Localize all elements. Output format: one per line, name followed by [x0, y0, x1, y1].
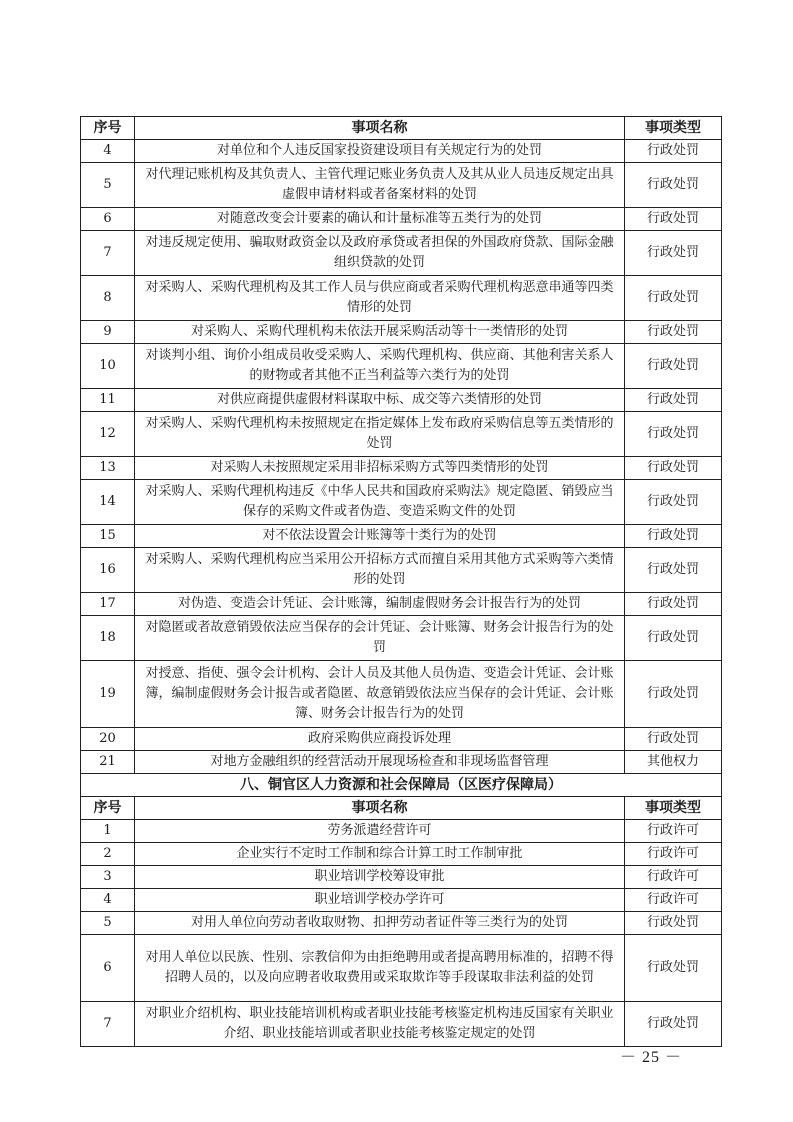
- table-header-row: [81, 797, 722, 820]
- item-number: 4: [81, 140, 135, 163]
- table-row: [81, 389, 722, 412]
- item-name: 对采购人、采购代理机构未按照规定在指定媒体上发布政府采购信息等五类情形的处罚: [135, 412, 625, 457]
- section-title: 八、铜官区人力资源和社会保障局（区医疗保障局）: [81, 774, 722, 797]
- table-row: [81, 616, 722, 661]
- item-type: 行政处罚: [625, 276, 722, 321]
- header-no: 序号: [81, 797, 135, 820]
- item-name: 对授意、指使、强令会计机构、会计人员及其他人员伪造、变造会计凭证、会计账簿，编制虚假财务会计报告或者隐匿、故意销毁依法应当保存的会计凭证、会计账簿、财务会计报告行为的处罚: [135, 661, 625, 728]
- item-number: 14: [81, 480, 135, 525]
- item-number: 5: [81, 912, 135, 935]
- table-row: [81, 843, 722, 866]
- table-header-row: [81, 117, 722, 140]
- item-number: 1: [81, 820, 135, 843]
- item-name: 对谈判小组、询价小组成员收受采购人、采购代理机构、供应商、其他利害关系人的财物或者其他不正当利益等六类行为的处罚: [135, 344, 625, 389]
- item-number: 21: [81, 751, 135, 774]
- table-row: [81, 912, 722, 935]
- table-row: [81, 457, 722, 480]
- item-number: 7: [81, 231, 135, 276]
- header-no: 序号: [81, 117, 135, 140]
- item-type: 行政许可: [625, 820, 722, 843]
- item-number: 20: [81, 728, 135, 751]
- table-row: [81, 480, 722, 525]
- item-type: 行政处罚: [625, 525, 722, 548]
- item-type: 行政处罚: [625, 912, 722, 935]
- item-number: 18: [81, 616, 135, 661]
- table-row: [81, 231, 722, 276]
- item-name: 政府采购供应商投诉处理: [135, 728, 625, 751]
- item-type: 行政许可: [625, 866, 722, 889]
- table-row: [81, 889, 722, 912]
- table-row: [81, 661, 722, 728]
- header-name: 事项名称: [135, 797, 625, 820]
- table-row: [81, 525, 722, 548]
- item-number: 12: [81, 412, 135, 457]
- item-type: 行政许可: [625, 843, 722, 866]
- page-number: － 25 －: [620, 1049, 683, 1066]
- table-row: [81, 728, 722, 751]
- table-row: [81, 820, 722, 843]
- item-type: 行政处罚: [625, 1002, 722, 1047]
- item-type: 行政处罚: [625, 661, 722, 728]
- item-name: 企业实行不定时工作制和综合计算工时工作制审批: [135, 843, 625, 866]
- item-name: 对代理记账机构及其负责人、主管代理记账业务负责人及其从业人员违反规定出具虚假申请材料或者备案材料的处罚: [135, 163, 625, 208]
- item-number: 10: [81, 344, 135, 389]
- item-type: 其他权力: [625, 751, 722, 774]
- item-number: 17: [81, 593, 135, 616]
- item-number: 3: [81, 866, 135, 889]
- item-name: 对随意改变会计要素的确认和计量标准等五类行为的处罚: [135, 208, 625, 231]
- item-type: 行政处罚: [625, 593, 722, 616]
- table-row: [81, 140, 722, 163]
- item-number: 13: [81, 457, 135, 480]
- item-number: 4: [81, 889, 135, 912]
- item-number: 11: [81, 389, 135, 412]
- item-number: 5: [81, 163, 135, 208]
- header-type: 事项类型: [625, 117, 722, 140]
- item-name: 职业培训学校办学许可: [135, 889, 625, 912]
- table-row: [81, 593, 722, 616]
- item-type: 行政处罚: [625, 480, 722, 525]
- item-name: 对单位和个人违反国家投资建设项目有关规定行为的处罚: [135, 140, 625, 163]
- item-type: 行政处罚: [625, 548, 722, 593]
- item-name: 对伪造、变造会计凭证、会计账簿，编制虚假财务会计报告行为的处罚: [135, 593, 625, 616]
- table-row: [81, 321, 722, 344]
- item-name: 对不依法设置会计账簿等十类行为的处罚: [135, 525, 625, 548]
- table-row: [81, 412, 722, 457]
- item-name: 对供应商提供虚假材料谋取中标、成交等六类情形的处罚: [135, 389, 625, 412]
- table-row: [81, 548, 722, 593]
- table-row: [81, 276, 722, 321]
- item-type: 行政处罚: [625, 321, 722, 344]
- item-type: 行政处罚: [625, 163, 722, 208]
- item-type: 行政许可: [625, 889, 722, 912]
- item-type: 行政处罚: [625, 412, 722, 457]
- item-type: 行政处罚: [625, 140, 722, 163]
- items-table: [80, 116, 722, 1047]
- item-number: 15: [81, 525, 135, 548]
- item-name: 职业培训学校筹设审批: [135, 866, 625, 889]
- item-type: 行政处罚: [625, 344, 722, 389]
- table-row: [81, 163, 722, 208]
- item-type: 行政处罚: [625, 389, 722, 412]
- item-name: 对采购人、采购代理机构未依法开展采购活动等十一类情形的处罚: [135, 321, 625, 344]
- item-name: 对采购人、采购代理机构违反《中华人民共和国政府采购法》规定隐匿、销毁应当保存的采购文件或者伪造、变造采购文件的处罚: [135, 480, 625, 525]
- item-name: 对采购人、采购代理机构应当采用公开招标方式而擅自采用其他方式采购等六类情形的处罚: [135, 548, 625, 593]
- header-name: 事项名称: [135, 117, 625, 140]
- item-name: 对职业介绍机构、职业技能培训机构或者职业技能考核鉴定机构违反国家有关职业介绍、职业技能培训或者职业技能考核鉴定规定的处罚: [135, 1002, 625, 1047]
- item-type: 行政处罚: [625, 231, 722, 276]
- section-row: [81, 774, 722, 797]
- item-number: 8: [81, 276, 135, 321]
- item-number: 9: [81, 321, 135, 344]
- header-type: 事项类型: [625, 797, 722, 820]
- item-name: 对采购人未按照规定采用非招标采购方式等四类情形的处罚: [135, 457, 625, 480]
- item-number: 19: [81, 661, 135, 728]
- item-name: 对违反规定使用、骗取财政资金以及政府承贷或者担保的外国政府贷款、国际金融组织贷款的处罚: [135, 231, 625, 276]
- item-number: 2: [81, 843, 135, 866]
- table-row: [81, 751, 722, 774]
- item-name: 对采购人、采购代理机构及其工作人员与供应商或者采购代理机构恶意串通等四类情形的处罚: [135, 276, 625, 321]
- item-type: 行政处罚: [625, 616, 722, 661]
- item-type: 行政处罚: [625, 457, 722, 480]
- table-row: [81, 1002, 722, 1047]
- item-name: 对地方金融组织的经营活动开展现场检查和非现场监督管理: [135, 751, 625, 774]
- item-number: 7: [81, 1002, 135, 1047]
- item-type: 行政处罚: [625, 728, 722, 751]
- item-name: 对用人单位向劳动者收取财物、扣押劳动者证件等三类行为的处罚: [135, 912, 625, 935]
- table-row: [81, 935, 722, 1002]
- table-row: [81, 866, 722, 889]
- item-name: 对隐匿或者故意销毁依法应当保存的会计凭证、会计账簿、财务会计报告行为的处罚: [135, 616, 625, 661]
- table-body: [81, 117, 722, 1047]
- item-name: 劳务派遣经营许可: [135, 820, 625, 843]
- table-row: [81, 344, 722, 389]
- item-number: 16: [81, 548, 135, 593]
- item-type: 行政处罚: [625, 935, 722, 1002]
- item-number: 6: [81, 935, 135, 1002]
- item-name: 对用人单位以民族、性别、宗教信仰为由拒绝聘用或者提高聘用标准的，招聘不得招聘人员的，以及向应聘者收取费用或采取欺诈等手段谋取非法利益的处罚: [135, 935, 625, 1002]
- table-row: [81, 208, 722, 231]
- item-number: 6: [81, 208, 135, 231]
- item-type: 行政处罚: [625, 208, 722, 231]
